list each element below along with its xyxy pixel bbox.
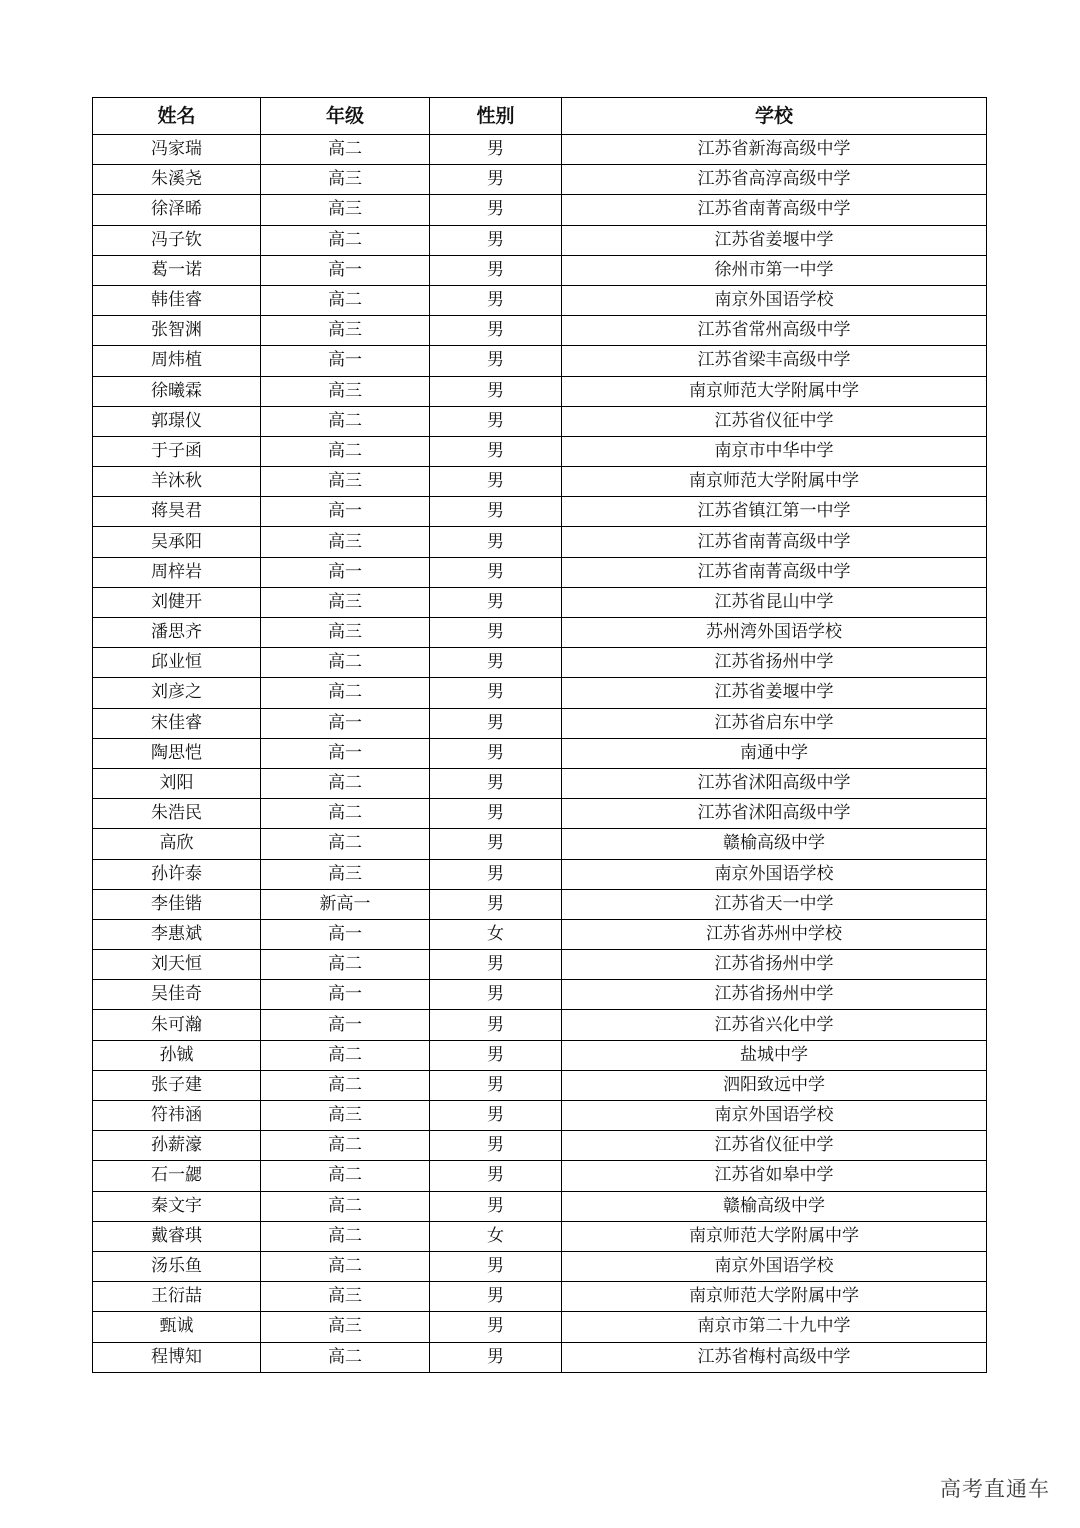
cell-grade: 高二 [261,1251,430,1281]
cell-school: 赣榆高级中学 [562,829,987,859]
cell-gender: 男 [430,135,562,165]
cell-school: 江苏省梁丰高级中学 [562,346,987,376]
cell-name: 朱可瀚 [93,1010,261,1040]
cell-school: 江苏省仪征中学 [562,406,987,436]
cell-grade: 高三 [261,587,430,617]
cell-school: 江苏省如皋中学 [562,1161,987,1191]
cell-gender: 男 [430,346,562,376]
cell-gender: 男 [430,557,562,587]
cell-name: 石一勰 [93,1161,261,1191]
cell-name: 符祎涵 [93,1101,261,1131]
roster-body [93,135,987,1373]
cell-school: 江苏省兴化中学 [562,1010,987,1040]
cell-gender: 男 [430,768,562,798]
cell-grade: 高三 [261,1101,430,1131]
cell-name: 周梓岩 [93,557,261,587]
cell-school: 江苏省常州高级中学 [562,316,987,346]
cell-gender: 男 [430,225,562,255]
cell-gender: 男 [430,889,562,919]
cell-school: 泗阳致远中学 [562,1070,987,1100]
cell-name: 李惠斌 [93,919,261,949]
cell-grade: 高一 [261,557,430,587]
cell-grade: 高一 [261,980,430,1010]
cell-school: 南京外国语学校 [562,1251,987,1281]
cell-gender: 男 [430,527,562,557]
table-row [93,919,987,949]
cell-gender: 男 [430,618,562,648]
cell-grade: 高三 [261,618,430,648]
cell-grade: 高一 [261,255,430,285]
cell-name: 高欣 [93,829,261,859]
cell-grade: 高三 [261,165,430,195]
cell-grade: 高二 [261,1342,430,1372]
cell-grade: 高三 [261,316,430,346]
cell-gender: 男 [430,1101,562,1131]
cell-school: 江苏省南菁高级中学 [562,195,987,225]
table-row [93,587,987,617]
table-row [93,1131,987,1161]
cell-name: 冯家瑞 [93,135,261,165]
cell-gender: 男 [430,255,562,285]
cell-gender: 男 [430,1282,562,1312]
cell-gender: 男 [430,799,562,829]
cell-grade: 高一 [261,738,430,768]
table-row [93,1312,987,1342]
header-gender: 性别 [430,98,562,135]
table-row [93,678,987,708]
cell-gender: 男 [430,738,562,768]
cell-gender: 男 [430,436,562,466]
cell-school: 南京外国语学校 [562,285,987,315]
cell-gender: 男 [430,1161,562,1191]
table-row [93,1070,987,1100]
cell-gender: 男 [430,1191,562,1221]
cell-gender: 男 [430,165,562,195]
cell-gender: 男 [430,467,562,497]
cell-name: 潘思齐 [93,618,261,648]
cell-gender: 男 [430,950,562,980]
cell-name: 吴承阳 [93,527,261,557]
table-row [93,1161,987,1191]
cell-school: 南京师范大学附属中学 [562,1221,987,1251]
cell-name: 徐曦霖 [93,376,261,406]
cell-grade: 高三 [261,195,430,225]
cell-name: 戴睿琪 [93,1221,261,1251]
table-row [93,1010,987,1040]
table-row [93,738,987,768]
cell-gender: 男 [430,859,562,889]
cell-name: 刘彦之 [93,678,261,708]
cell-grade: 高三 [261,859,430,889]
cell-grade: 高二 [261,225,430,255]
cell-grade: 高一 [261,346,430,376]
table-row [93,225,987,255]
watermark-text: 高考直通车 [940,1477,1050,1501]
table-row [93,527,987,557]
cell-school: 南京师范大学附属中学 [562,1282,987,1312]
cell-name: 汤乐鱼 [93,1251,261,1281]
cell-name: 孙铖 [93,1040,261,1070]
table-row [93,135,987,165]
cell-school: 江苏省新海高级中学 [562,135,987,165]
cell-grade: 高一 [261,1010,430,1040]
cell-name: 葛一诺 [93,255,261,285]
cell-school: 南京师范大学附属中学 [562,376,987,406]
table-row [93,406,987,436]
table-row [93,195,987,225]
table-row [93,1191,987,1221]
cell-grade: 高二 [261,1070,430,1100]
cell-name: 李佳锴 [93,889,261,919]
cell-school: 南京外国语学校 [562,1101,987,1131]
table-row [93,316,987,346]
table-row [93,1342,987,1372]
cell-grade: 高二 [261,950,430,980]
cell-grade: 高三 [261,467,430,497]
table-row [93,859,987,889]
cell-name: 韩佳睿 [93,285,261,315]
cell-grade: 高二 [261,285,430,315]
cell-gender: 男 [430,829,562,859]
cell-school: 江苏省沭阳高级中学 [562,768,987,798]
cell-school: 江苏省扬州中学 [562,648,987,678]
cell-school: 江苏省姜堰中学 [562,678,987,708]
cell-grade: 高二 [261,768,430,798]
cell-gender: 女 [430,1221,562,1251]
cell-name: 周炜植 [93,346,261,376]
cell-gender: 男 [430,195,562,225]
cell-name: 朱浩民 [93,799,261,829]
table-row [93,648,987,678]
cell-school: 苏州湾外国语学校 [562,618,987,648]
cell-gender: 男 [430,587,562,617]
cell-school: 盐城中学 [562,1040,987,1070]
cell-name: 王衍喆 [93,1282,261,1312]
cell-grade: 高三 [261,1312,430,1342]
cell-gender: 男 [430,1070,562,1100]
cell-grade: 高二 [261,436,430,466]
header-row [93,98,987,135]
cell-grade: 高二 [261,1040,430,1070]
cell-gender: 男 [430,376,562,406]
cell-gender: 男 [430,980,562,1010]
header-grade: 年级 [261,98,430,135]
table-row [93,950,987,980]
cell-gender: 男 [430,708,562,738]
cell-name: 刘天恒 [93,950,261,980]
table-row [93,1040,987,1070]
cell-school: 江苏省天一中学 [562,889,987,919]
cell-name: 程博知 [93,1342,261,1372]
cell-grade: 高二 [261,648,430,678]
cell-gender: 男 [430,1131,562,1161]
cell-gender: 女 [430,919,562,949]
cell-gender: 男 [430,648,562,678]
cell-grade: 高三 [261,1282,430,1312]
cell-name: 张子建 [93,1070,261,1100]
student-roster-table [92,97,987,1373]
cell-grade: 高二 [261,829,430,859]
cell-school: 南京师范大学附属中学 [562,467,987,497]
cell-school: 徐州市第一中学 [562,255,987,285]
table-row [93,557,987,587]
table-row [93,467,987,497]
cell-gender: 男 [430,285,562,315]
cell-school: 南京市中华中学 [562,436,987,466]
cell-grade: 高二 [261,1191,430,1221]
cell-gender: 男 [430,406,562,436]
header-school: 学校 [562,98,987,135]
cell-name: 秦文宇 [93,1191,261,1221]
cell-gender: 男 [430,678,562,708]
table-row [93,889,987,919]
table-row [93,1221,987,1251]
cell-grade: 高一 [261,497,430,527]
cell-grade: 高二 [261,135,430,165]
cell-school: 江苏省启东中学 [562,708,987,738]
cell-name: 孙许泰 [93,859,261,889]
cell-name: 刘健开 [93,587,261,617]
table-row [93,376,987,406]
table-row [93,497,987,527]
cell-school: 南京市第二十九中学 [562,1312,987,1342]
cell-grade: 高三 [261,376,430,406]
cell-name: 郭璟仪 [93,406,261,436]
cell-school: 江苏省苏州中学校 [562,919,987,949]
cell-school: 南京外国语学校 [562,859,987,889]
cell-grade: 高一 [261,708,430,738]
cell-school: 江苏省南菁高级中学 [562,527,987,557]
table-row [93,436,987,466]
cell-grade: 高二 [261,1161,430,1191]
cell-gender: 男 [430,1040,562,1070]
cell-gender: 男 [430,1342,562,1372]
cell-grade: 高二 [261,799,430,829]
cell-name: 孙薪濠 [93,1131,261,1161]
cell-school: 赣榆高级中学 [562,1191,987,1221]
table-row [93,799,987,829]
table-row [93,1101,987,1131]
cell-school: 江苏省镇江第一中学 [562,497,987,527]
cell-gender: 男 [430,316,562,346]
cell-name: 于子函 [93,436,261,466]
table-row [93,285,987,315]
table-row [93,1282,987,1312]
cell-school: 江苏省梅村高级中学 [562,1342,987,1372]
table-row [93,708,987,738]
cell-gender: 男 [430,497,562,527]
cell-school: 江苏省仪征中学 [562,1131,987,1161]
table-row [93,768,987,798]
header-name: 姓名 [93,98,261,135]
cell-gender: 男 [430,1312,562,1342]
cell-school: 南通中学 [562,738,987,768]
cell-grade: 高三 [261,527,430,557]
cell-name: 蒋昊君 [93,497,261,527]
cell-name: 徐泽晞 [93,195,261,225]
cell-gender: 男 [430,1251,562,1281]
cell-name: 冯子钦 [93,225,261,255]
cell-school: 江苏省姜堰中学 [562,225,987,255]
table-row [93,255,987,285]
cell-name: 甄诚 [93,1312,261,1342]
table-row [93,165,987,195]
table-row [93,346,987,376]
table-row [93,829,987,859]
cell-school: 江苏省高淳高级中学 [562,165,987,195]
cell-name: 宋佳睿 [93,708,261,738]
cell-grade: 新高一 [261,889,430,919]
cell-school: 江苏省沭阳高级中学 [562,799,987,829]
cell-name: 张智渊 [93,316,261,346]
cell-name: 刘阳 [93,768,261,798]
cell-school: 江苏省南菁高级中学 [562,557,987,587]
cell-name: 朱溪尧 [93,165,261,195]
cell-name: 邱业恒 [93,648,261,678]
cell-name: 吴佳奇 [93,980,261,1010]
cell-grade: 高二 [261,678,430,708]
table-row [93,980,987,1010]
cell-grade: 高二 [261,406,430,436]
table-row [93,1251,987,1281]
cell-grade: 高一 [261,919,430,949]
cell-gender: 男 [430,1010,562,1040]
cell-school: 江苏省扬州中学 [562,980,987,1010]
cell-grade: 高二 [261,1221,430,1251]
table-row [93,618,987,648]
cell-name: 陶思恺 [93,738,261,768]
cell-name: 羊沐秋 [93,467,261,497]
cell-school: 江苏省扬州中学 [562,950,987,980]
cell-school: 江苏省昆山中学 [562,587,987,617]
cell-grade: 高二 [261,1131,430,1161]
